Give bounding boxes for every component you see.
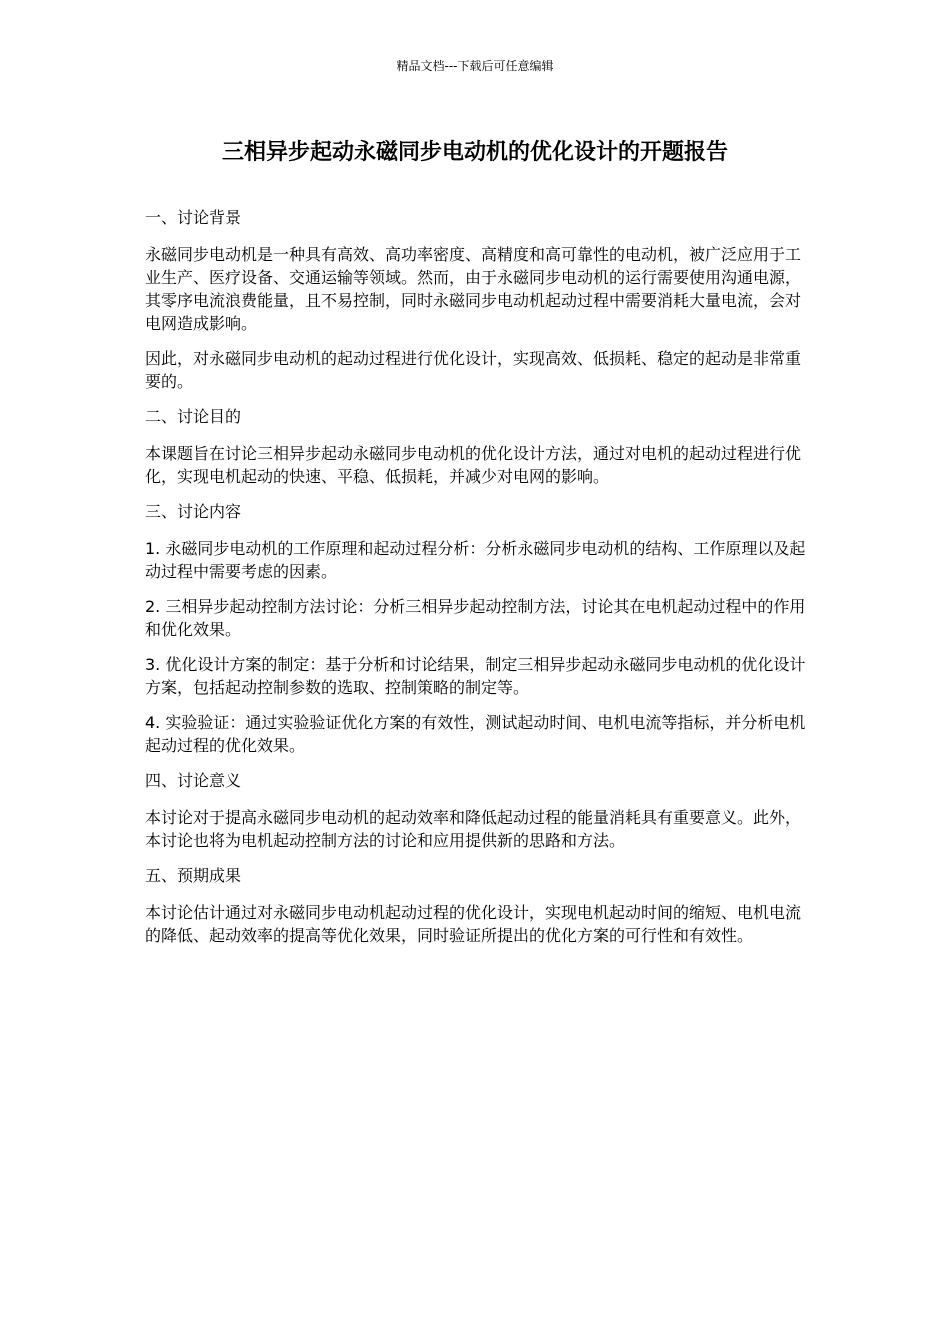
header-note: 精品文档---下载后可任意编辑 <box>396 59 554 73</box>
list-item: 1. 永磁同步电动机的工作原理和起动过程分析：分析永磁同步电动机的结构、工作原理以及起动过程中需要考虑的因素。 <box>145 539 806 581</box>
paragraph: 本讨论对于提高永磁同步电动机的起动效率和降低起动过程的能量消耗具有重要意义。此外，本讨论也将为电机起动控制方法的讨论和应用提供新的思路和方法。 <box>145 808 802 850</box>
document-title: 三相异步起动永磁同步电动机的优化设计的开题报告 <box>221 140 728 165</box>
list-item: 3. 优化设计方案的制定：基于分析和讨论结果，制定三相异步起动永磁同步电动机的优化设计方案，包括起动控制参数的选取、控制策略的制定等。 <box>145 655 806 697</box>
section-heading-purpose: 二、讨论目的 <box>145 407 242 426</box>
section-heading-significance: 四、讨论意义 <box>145 771 242 790</box>
document-body <box>145 206 807 959</box>
section-heading-content: 三、讨论内容 <box>145 502 242 521</box>
paragraph: 永磁同步电动机是一种具有高效、高功率密度、高精度和高可靠性的电动机，被广泛应用于工业生产、医疗设备、交通运输等领域。然而，由于永磁同步电动机的运行需要使用沟通电源，其零序电流浪费能量，且不易控制，同时永磁同步电动机起动过程中需要消耗大量电流，会对电网造成影响。 <box>145 245 802 333</box>
list-item: 4. 实验验证：通过实验验证优化方案的有效性，测试起动时间、电机电流等指标，并分析电机起动过程的优化效果。 <box>145 713 806 755</box>
section-heading-outcomes: 五、预期成果 <box>145 866 242 885</box>
paragraph: 本课题旨在讨论三相异步起动永磁同步电动机的优化设计方法，通过对电机的起动过程进行优化，实现电机起动的快速、平稳、低损耗，并减少对电网的影响。 <box>145 444 802 486</box>
list-item: 2. 三相异步起动控制方法讨论：分析三相异步起动控制方法，讨论其在电机起动过程中的作用和优化效果。 <box>145 597 806 639</box>
paragraph: 本讨论估计通过对永磁同步电动机起动过程的优化设计，实现电机起动时间的缩短、电机电流的降低、起动效率的提高等优化效果，同时验证所提出的优化方案的可行性和有效性。 <box>145 903 802 945</box>
section-heading-background: 一、讨论背景 <box>145 208 242 227</box>
paragraph: 因此，对永磁同步电动机的起动过程进行优化设计，实现高效、低损耗、稳定的起动是非常重要的。 <box>145 349 802 391</box>
